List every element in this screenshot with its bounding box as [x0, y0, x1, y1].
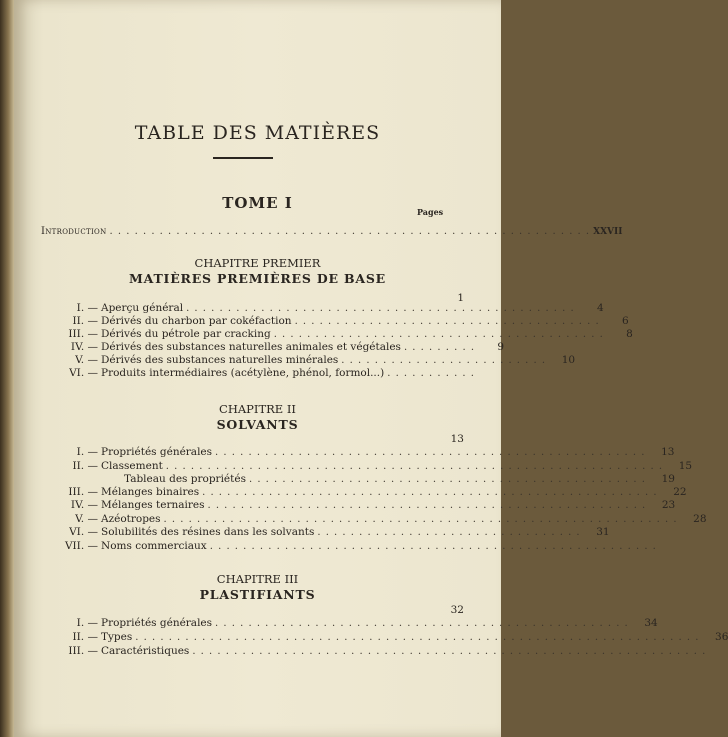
book-page [14, 0, 728, 737]
toc-entry-number: II. — [72, 460, 98, 472]
chapter-title: PLASTIFIANTS [199, 587, 316, 602]
toc-entry[interactable] [40, 645, 707, 659]
toc-entry-number: VI. — [69, 367, 98, 379]
leader-dots: . . . . . . . . . . . . . . . . . . . . . . . . . . . . . . . . [317, 527, 581, 538]
toc-entry[interactable] [40, 367, 475, 381]
title-rule [213, 157, 273, 159]
toc-entry-label: Types [101, 631, 133, 643]
toc-entry[interactable] [40, 354, 576, 368]
toc-entry[interactable] [40, 617, 658, 631]
leader-dots: . . . . . . . . . . . . . . . . . . . . . . . . . . . . . . . . . . . . . . . . . . . . . . . [186, 303, 575, 314]
toc-entry-page: 9 [497, 341, 504, 353]
chapter-first-page: 32 [450, 604, 464, 616]
toc-entry-label: Tableau des propriétés [124, 473, 246, 485]
chapter-label: CHAPITRE III [216, 572, 299, 586]
toc-entry-number: III. — [68, 486, 98, 498]
leader-dots: . . . . . . . . . . . . . . . . . . . . . . . . . [341, 355, 547, 366]
leader-dots: . . . . . . . . . . . . . . . . . . . . . . . . . . . . . . . . . . . . . . . . . . . . . . . . . . . . . . . . . . . . [165, 461, 664, 472]
toc-entry[interactable] [40, 513, 707, 527]
chapter-label: CHAPITRE II [219, 402, 296, 416]
leader-dots: . . . . . . . . . . . . . . . . . . . . . . . . . . . . . . . . . . . . . . . . . . . . . . . . . . . . . . . . . . . . . . . . . . . . [135, 632, 700, 643]
toc-entry-number: III. — [68, 328, 98, 340]
toc-entry-label: Dérivés du pétrole par cracking [101, 328, 271, 340]
toc-entry-number: II. — [72, 631, 98, 643]
page-title: TABLE DES MATIÈRES [134, 122, 381, 144]
toc-entry-number: IV. — [70, 341, 98, 353]
toc-entry-label: Propriétés générales [101, 617, 213, 629]
leader-dots: . . . . . . . . . . . . . . . . . . . . . . . . . . . . . . . . . . . . . . . . . . . . . . . . [248, 474, 646, 485]
toc-entry-number: I. — [76, 302, 98, 314]
toc-entry-number: I. — [76, 446, 98, 458]
toc-entry-page: 10 [561, 354, 576, 366]
toc-entry-label: Caractéristiques [101, 645, 190, 657]
leader-dots: . . . . . . . . . . . . . . . . . . . . . . . . . . . . . . . . . . . . . . . . . . . . . . . . . . . . . [207, 500, 647, 511]
tome-heading: TOME I [222, 194, 293, 212]
chapter-first-page: 13 [450, 433, 464, 445]
pages-column-label: Pages [417, 207, 444, 217]
toc-entry[interactable] [40, 460, 693, 474]
toc-entry-label: Classement [101, 460, 163, 472]
toc-entry-page: 28 [693, 513, 707, 525]
leader-dots: . . . . . . . . . . . . . . . . . . . . . . . . . . . . . . . . . . . . . . . . . . . . . . . . . . [215, 618, 629, 629]
toc-entry[interactable] [40, 341, 504, 355]
toc-entry-label: Introduction [41, 226, 107, 237]
toc-entry-label: Solubilités des résines dans les solvants [101, 526, 315, 538]
leader-dots: . . . . . . . . . [403, 342, 475, 353]
toc-entry-number: III. — [68, 645, 98, 657]
toc-entry[interactable] [40, 486, 687, 500]
toc-entry[interactable] [40, 473, 675, 487]
toc-entry-introduction[interactable] [41, 226, 623, 240]
toc-entry[interactable] [40, 446, 675, 460]
toc-entry-page: 34 [644, 617, 658, 629]
toc-entry-label: Mélanges binaires [101, 486, 200, 498]
toc-entry-page: 36 [715, 631, 728, 643]
leader-dots: . . . . . . . . . . . . . . . . . . . . . . . . . . . . . . . . . . . . . . . . . . . . . . . . . . . . . . . [202, 487, 658, 498]
leader-dots: . . . . . . . . . . . . . . . . . . . . . . . . . . . . . . . . . . . . . [294, 316, 600, 327]
toc-entry-label: Propriétés générales [101, 446, 213, 458]
toc-entry[interactable] [40, 540, 657, 554]
toc-entry-label: Dérivés du charbon par cokéfaction [101, 315, 292, 327]
toc-entry-page: 15 [678, 460, 693, 472]
leader-dots: . . . . . . . . . . . . . . . . . . . . . . . . . . . . . . . . . . . . . . . . . . . . . . . . . . . . . . [209, 541, 657, 552]
toc-entry-page: XXVII [593, 227, 623, 237]
toc-entry-label: Dérivés des substances naturelles animales et végétales [101, 341, 401, 353]
toc-entry[interactable] [40, 631, 728, 645]
chapter-title: MATIÈRES PREMIÈRES DE BASE [129, 271, 386, 286]
leader-dots: . . . . . . . . . . . . . . . . . . . . . . . . . . . . . . . . . . . . . . . . . . . . . . . . . . . . . . . . . . . . . . [192, 646, 707, 657]
toc-entry-number: VI. — [69, 526, 98, 538]
toc-entry-number: V. — [75, 354, 98, 366]
leader-dots: . . . . . . . . . . . . . . . . . . . . . . . . . . . . . . . . . . . . . . . . [273, 329, 604, 340]
toc-entry-page: 8 [626, 328, 633, 340]
chapter-title: SOLVANTS [216, 417, 299, 432]
toc-entry-number: IV. — [70, 499, 98, 511]
toc-entry-label: Produits intermédiaires (acétylène, phénol, formol...) [101, 367, 385, 379]
toc-entry-number: VII. — [64, 540, 98, 552]
toc-entry-number: I. — [76, 617, 98, 629]
toc-entry-page: 23 [661, 499, 676, 511]
toc-entry-page: 4 [597, 302, 604, 314]
toc-entry-label: Azéotropes [101, 513, 161, 525]
book-gutter [0, 0, 14, 737]
toc-entry-page: 31 [596, 526, 610, 538]
toc-entry-label: Mélanges ternaires [101, 499, 205, 511]
leader-dots: . . . . . . . . . . . . . . . . . . . . . . . . . . . . . . . . . . . . . . . . . . . . . . . . . . . . . . . . . . [109, 226, 591, 237]
leader-dots: . . . . . . . . . . . . . . . . . . . . . . . . . . . . . . . . . . . . . . . . . . . . . . . . . . . . [215, 447, 646, 458]
toc-entry[interactable] [40, 328, 633, 342]
toc-entry[interactable] [40, 499, 676, 513]
toc-entry-page: 22 [673, 486, 687, 498]
toc-entry[interactable] [40, 302, 604, 316]
toc-entry-page: 19 [661, 473, 675, 485]
chapter-first-page: 1 [457, 292, 464, 304]
toc-entry-page: 6 [621, 315, 629, 327]
toc-entry-number: II. — [72, 315, 98, 327]
toc-entry-label: Aperçu général [101, 302, 184, 314]
toc-entry-label: Noms commerciaux [101, 540, 207, 552]
toc-entry[interactable] [40, 526, 610, 540]
leader-dots: . . . . . . . . . . . [387, 368, 475, 379]
toc-entry[interactable] [40, 315, 629, 329]
toc-entry-label: Dérivés des substances naturelles minérales [101, 354, 339, 366]
toc-entry-number: V. — [75, 513, 98, 525]
leader-dots: . . . . . . . . . . . . . . . . . . . . . . . . . . . . . . . . . . . . . . . . . . . . . . . . . . . . . . . . . . . . . . [163, 514, 678, 525]
chapter-label: CHAPITRE PREMIER [194, 256, 321, 270]
toc-entry-page: 13 [661, 446, 675, 458]
